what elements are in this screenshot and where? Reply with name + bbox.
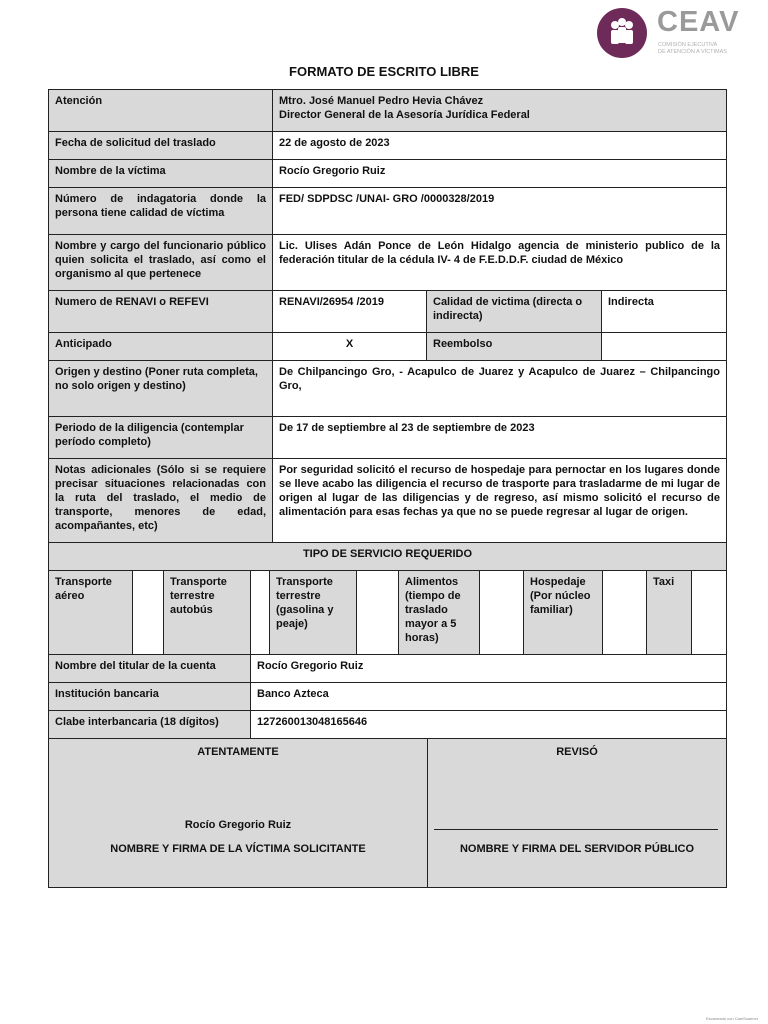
servicio-heading: TIPO DE SERVICIO REQUERIDO	[48, 542, 727, 571]
reembolso-value	[601, 332, 727, 361]
indagatoria-value: FED/ SDPDSC /UNAI- GRO /0000328/2019	[272, 187, 727, 235]
periodo-label: Periodo de la diligencia (contemplar período completo)	[48, 416, 273, 459]
victima-value: Rocío Gregorio Ruiz	[272, 159, 727, 188]
reembolso-label: Reembolso	[426, 332, 602, 361]
logo-text: CEAV	[657, 6, 740, 38]
institucion-value: Banco Azteca	[250, 682, 727, 711]
servicio-check-alimentos[interactable]	[479, 570, 524, 655]
fecha-label: Fecha de solicitud del traslado	[48, 131, 273, 160]
atencion-value	[272, 89, 727, 132]
clabe-value: 127260013048165646	[250, 710, 727, 739]
renavi-value: RENAVI/26954 /2019	[272, 290, 427, 333]
servicio-label-hospedaje: Hospedaje (Por núcleo familiar)	[523, 570, 603, 655]
servicio-check-gasolina[interactable]	[356, 570, 399, 655]
servicio-check-hospedaje[interactable]	[602, 570, 647, 655]
document-title: FORMATO DE ESCRITO LIBRE	[289, 64, 479, 79]
origen-label: Origen y destino (Poner ruta completa, no solo origen y destino)	[48, 360, 273, 417]
reviso-heading: REVISÓ	[556, 746, 598, 758]
clabe-label: Clabe interbancaria (18 dígitos)	[48, 710, 251, 739]
servicio-label-alimentos: Alimentos (tiempo de traslado mayor a 5 horas)	[398, 570, 480, 655]
signature-line	[434, 829, 718, 830]
titular-label: Nombre del titular de la cuenta	[48, 654, 251, 683]
titular-value: Rocío Gregorio Ruiz	[250, 654, 727, 683]
servicio-check-autobus[interactable]	[250, 570, 270, 655]
atencion-label: Atención	[48, 89, 273, 132]
servicio-check-taxi[interactable]	[691, 570, 727, 655]
notas-value: Por seguridad solicitó el recurso de hospedaje para pernoctar en los lugares donde se lleve acabo las diligencia el recurso de trasporte para trasladarme de mi lugar de origen al lugar de las diligencias y de regreso, así mismo solicitó el recurso de alimentación para esas fechas ya que no se puede regresar al lugar de origen.	[272, 458, 727, 543]
calidad-value: Indirecta	[601, 290, 727, 333]
anticipado-value: X	[272, 332, 427, 361]
calidad-label: Calidad de victima (directa o indirecta)	[426, 290, 602, 333]
ceav-logo-icon	[597, 8, 647, 58]
atencion-name: Mtro. José Manuel Pedro Hevia Chávez	[279, 95, 484, 107]
servicio-check-aereo[interactable]	[132, 570, 164, 655]
renavi-label: Numero de RENAVI o REFEVI	[48, 290, 273, 333]
atencion-role: Director General de la Asesoría Jurídica Federal	[279, 109, 530, 121]
victima-label: Nombre de la víctima	[48, 159, 273, 188]
fecha-value: 22 de agosto de 2023	[272, 131, 727, 160]
servicio-label-gasolina: Transporte terrestre (gasolina y peaje)	[269, 570, 357, 655]
solicitante-caption: NOMBRE Y FIRMA DE LA VÍCTIMA SOLICITANTE	[110, 843, 366, 855]
funcionario-value: Lic. Ulises Adán Ponce de León Hidalgo agencia de ministerio publico de la federación titular de la cédula IV- 4 de F.E.D.D.F. ciudad de México	[272, 234, 727, 291]
indagatoria-label: Número de indagatoria donde la persona tiene calidad de víctima	[48, 187, 273, 235]
periodo-value: De 17 de septiembre al 23 de septiembre de 2023	[272, 416, 727, 459]
solicitante-name: Rocío Gregorio Ruiz	[184, 819, 292, 831]
funcionario-label: Nombre y cargo del funcionario público quien solicita el traslado, así como el organismo al que pertenece	[48, 234, 273, 291]
atentamente-heading: ATENTAMENTE	[197, 746, 279, 758]
notas-label: Notas adicionales (Sólo si se requiere precisar situaciones relacionadas con la ruta del traslado, el medio de transporte, menores de edad, acompañantes, etc)	[48, 458, 273, 543]
anticipado-label: Anticipado	[48, 332, 273, 361]
logo-subtitle: COMISIÓN EJECUTIVA DE ATENCIÓN A VÍCTIMAS	[658, 42, 727, 55]
origen-value: De Chilpancingo Gro, - Acapulco de Juarez y Acapulco de Juarez – Chilpancingo Gro,	[272, 360, 727, 417]
servidor-caption: NOMBRE Y FIRMA DEL SERVIDOR PÚBLICO	[459, 843, 695, 855]
firma-solicitante-box	[48, 738, 428, 888]
servicio-label-aereo: Transporte aéreo	[48, 570, 133, 655]
scanner-note: Escaneado con CamScanner	[706, 1016, 759, 1021]
institucion-label: Institución bancaria	[48, 682, 251, 711]
servicio-label-autobus: Transporte terrestre autobús	[163, 570, 251, 655]
firma-servidor-box	[427, 738, 727, 888]
servicio-label-taxi: Taxi	[646, 570, 692, 655]
